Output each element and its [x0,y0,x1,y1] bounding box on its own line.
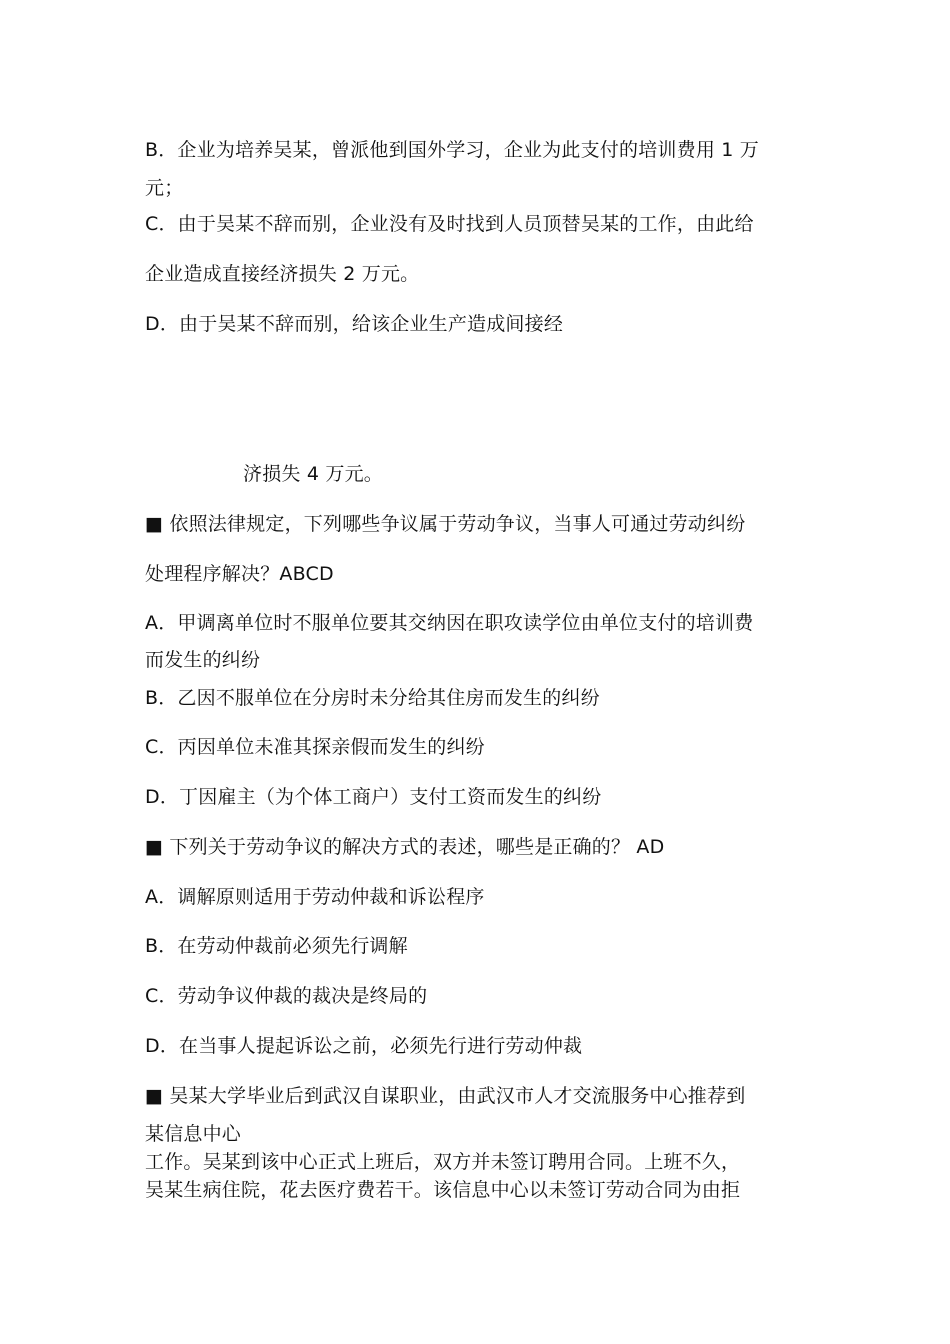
question-3-line-4: 吴某生病住院，花去医疗费若干。该信息中心以未签订劳动合同为由拒 [145,1179,741,1201]
option-c-line-2: 企业造成直接经济损失 2 万元。 [145,263,420,285]
question-3-line-3: 工作。吴某到该中心正式上班后，双方并未签订聘用合同。上班不久， [145,1151,741,1173]
option-c-line-1: C．由于吴某不辞而别，企业没有及时找到人员顶替吴某的工作，由此给 [145,213,754,235]
q1-option-c: C．丙因单位未准其探亲假而发生的纠纷 [145,736,485,758]
option-b-line-2: 元； [145,177,184,199]
q1-option-a-line-2: 而发生的纠纷 [145,649,261,671]
question-3-line-1: ■ 吴某大学毕业后到武汉自谋职业，由武汉市人才交流服务中心推荐到 [145,1085,746,1107]
option-b-line-1: B．企业为培养吴某，曾派他到国外学习，企业为此支付的培训费用 1 万 [145,139,760,161]
q2-option-a: A．调解原则适用于劳动仲裁和诉讼程序 [145,886,485,908]
question-1-line-2: 处理程序解决？ABCD [145,563,334,585]
q1-option-b: B．乙因不服单位在分房时未分给其住房而发生的纠纷 [145,687,600,709]
q1-option-a-line-1: A．甲调离单位时不服单位要其交纳因在职攻读学位由单位支付的培训费 [145,612,754,634]
question-2: ■ 下列关于劳动争议的解决方式的表述，哪些是正确的？ AD [145,836,665,858]
option-d-line-1: D．由于吴某不辞而别，给该企业生产造成间接经 [145,313,564,335]
q2-option-d: D．在当事人提起诉讼之前，必须先行进行劳动仲裁 [145,1035,583,1057]
question-3-line-2: 某信息中心 [145,1123,242,1145]
q1-option-d: D．丁因雇主（为个体工商户）支付工资而发生的纠纷 [145,786,602,808]
question-1-line-1: ■ 依照法律规定，下列哪些争议属于劳动争议，当事人可通过劳动纠纷 [145,513,746,535]
option-d-line-2: 济损失 4 万元。 [243,463,383,485]
q2-option-c: C．劳动争议仲裁的裁决是终局的 [145,985,428,1007]
q2-option-b: B．在劳动仲裁前必须先行调解 [145,935,408,957]
